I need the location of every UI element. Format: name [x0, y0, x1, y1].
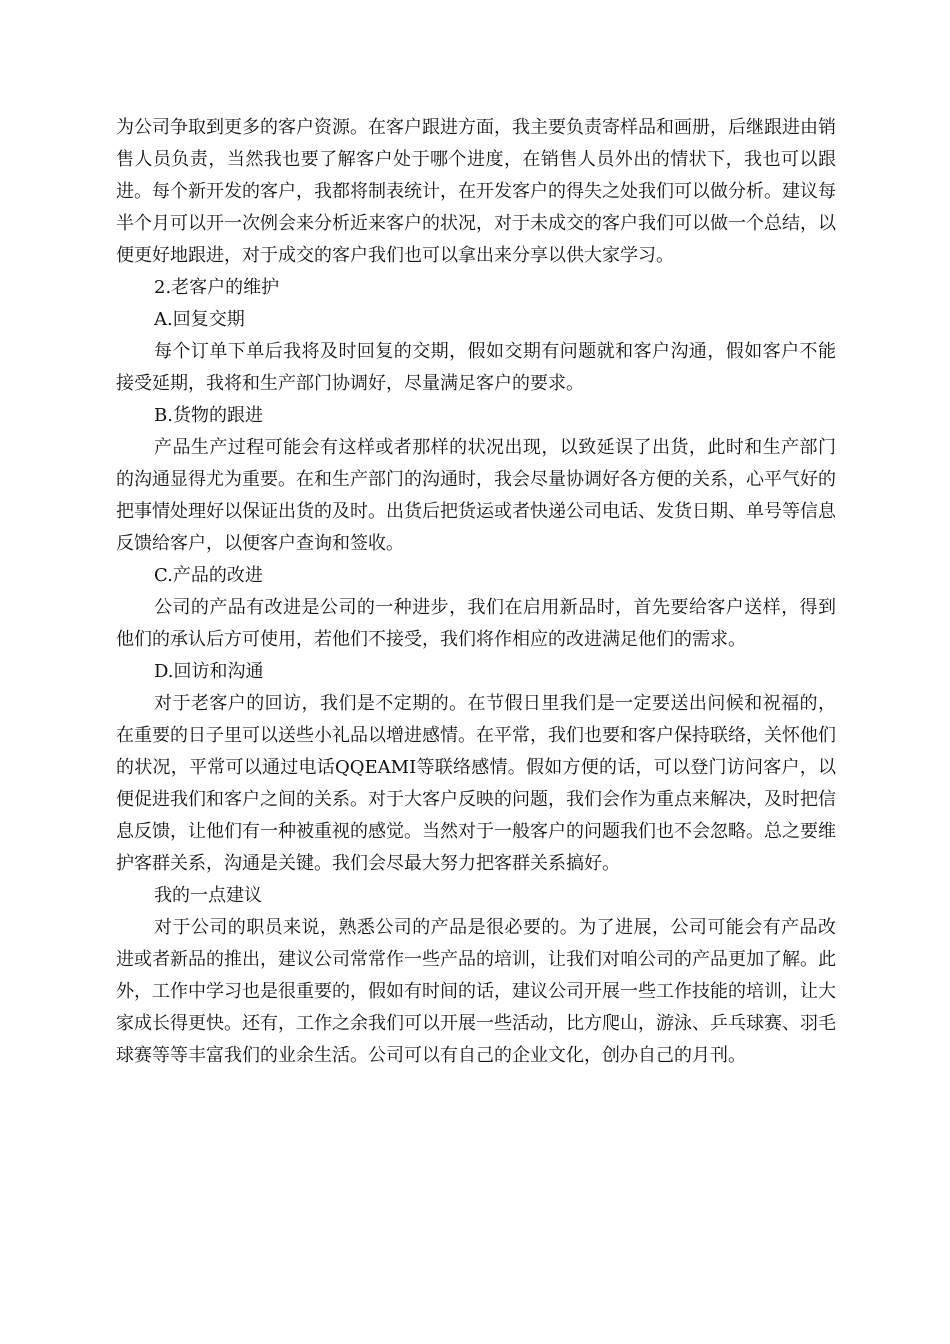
section-heading-old-customers: 2.老客户的维护 [154, 277, 280, 298]
paragraph-goods-followup: 产品生产过程可能会有这样或者那样的状况出现，以致延误了出货，此时和生产部门的沟通显得尤为重要。在和生产部门的沟通时，我会尽量协调好各方便的关系，心平气好的把事情处理好以保证出货的及时。出货后把货运或者快递公司电话、发货日期、单号等信息反馈给客户，以便客户查询和签收。 [116, 437, 836, 554]
section-heading-suggestions: 我的一点建议 [154, 885, 262, 906]
subheading-goods-followup: B.货物的跟进 [154, 405, 263, 426]
paragraph-visit-communication: 对于老客户的回访，我们是不定期的。在节假日里我们是一定要送出问候和祝福的，在重要的日子里可以送些小礼品以增进感情。在平常，我们也要和客户保持联络，关怀他们的状况，平常可以通过电话QQEAMI等联络感情。假如方便的话，可以登门访问客户，以便促进我们和客户之间的关系。对于大客户反映的问题，我们会作为重点来解决，及时把信息反馈，让他们有一种被重视的感觉。当然对于一般客户的问题我们也不会忽略。总之要维护客群关系，沟通是关键。我们会尽最大努力把客群关系搞好。 [116, 693, 836, 874]
paragraph-suggestions: 对于公司的职员来说，熟悉公司的产品是很必要的。为了进展，公司可能会有产品改进或者新品的推出，建议公司常常作一些产品的培训，让我们对咱公司的产品更加了解。此外，工作中学习也是很重要的，假如有时间的话，建议公司开展一些工作技能的培训，让大家成长得更快。还有，工作之余我们可以开展一些活动，比方爬山，游泳、乒乓球赛、羽毛球赛等等丰富我们的业余生活。公司可以有自己的企业文化，创办自己的月刊。 [116, 917, 836, 1066]
subheading-product-improvement: C.产品的改进 [154, 565, 263, 586]
paragraph-reply-delivery: 每个订单下单后我将及时回复的交期，假如交期有问题就和客户沟通，假如客户不能接受延期，我将和生产部门协调好，尽量满足客户的要求。 [116, 341, 836, 394]
subheading-reply-delivery: A.回复交期 [154, 309, 245, 330]
paragraph-intro: 为公司争取到更多的客户资源。在客户跟进方面，我主要负责寄样品和画册，后继跟进由销售人员负责，当然我也要了解客户处于哪个进度，在销售人员外出的情状下，我也可以跟进。每个新开发的客户，我都将制表统计，在开发客户的得失之处我们可以做分析。建议每半个月可以开一次例会来分析近来客户的状况，对于未成交的客户我们可以做一个总结，以便更好地跟进，对于成交的客户我们也可以拿出来分享以供大家学习。 [116, 117, 836, 266]
paragraph-product-improvement: 公司的产品有改进是公司的一种进步，我们在启用新品时，首先要给客户送样，得到他们的承认后方可使用，若他们不接受，我们将作相应的改进满足他们的需求。 [116, 597, 836, 650]
subheading-visit-communication: D.回访和沟通 [154, 661, 264, 682]
document-body [116, 112, 836, 1072]
